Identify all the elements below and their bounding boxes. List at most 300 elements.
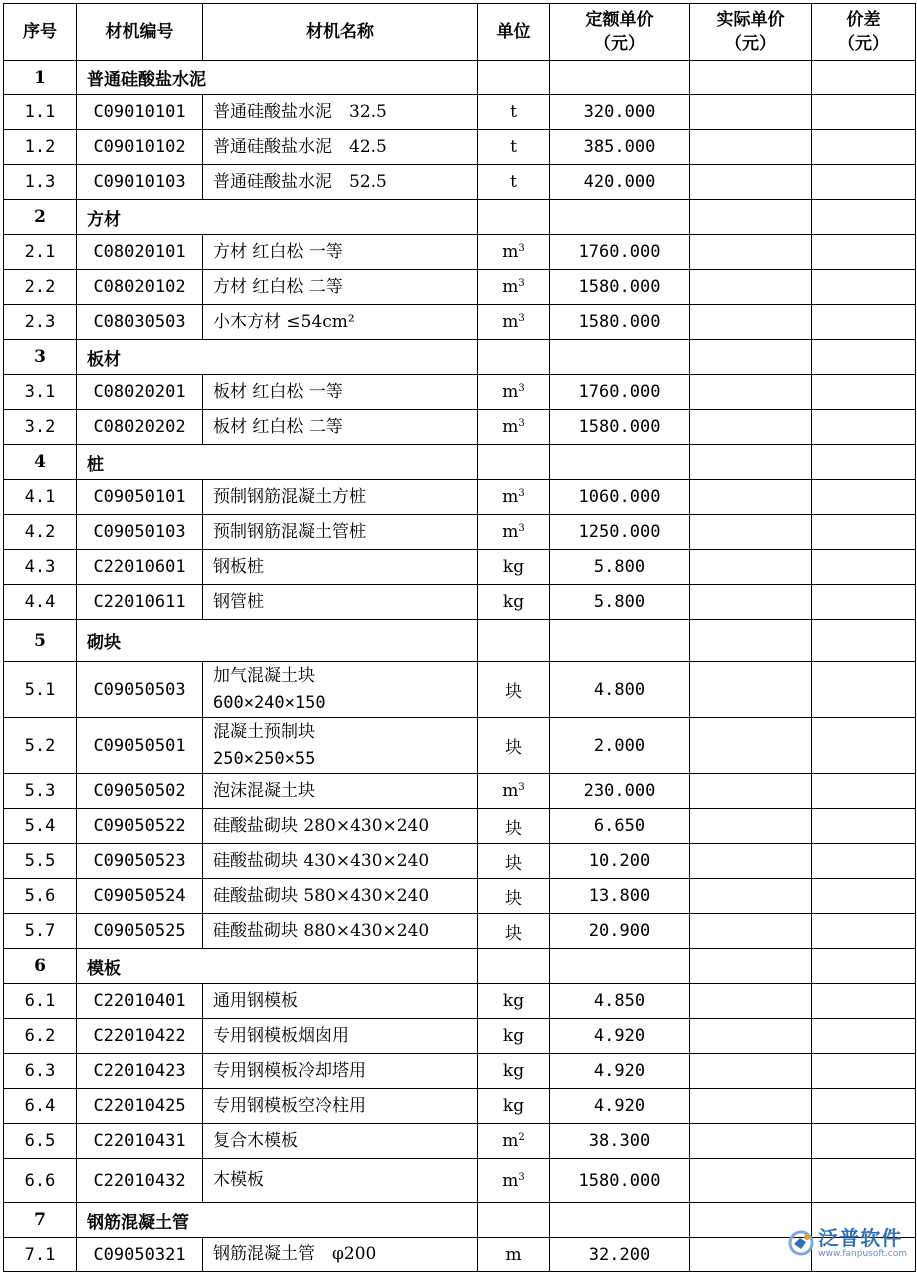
empty-cell (550, 340, 690, 375)
row-name (203, 235, 478, 270)
row-name (203, 1238, 478, 1272)
row-quota-price: 1760.000 (550, 235, 690, 270)
row-actual-price (690, 305, 812, 340)
row-code: C09050103 (77, 515, 203, 550)
row-seq: 2.3 (4, 305, 77, 340)
watermark-url: www.fanpusoft.com (818, 1249, 907, 1259)
row-unit-exponent: 2 (518, 1132, 525, 1143)
row-actual-price (690, 879, 812, 914)
row-price-diff (812, 130, 916, 165)
row-name-text: 预制钢筋混凝土方桩 (213, 486, 366, 507)
row-code: C09050522 (77, 809, 203, 844)
row-unit-text: 块 (505, 923, 522, 944)
row-name (203, 585, 478, 620)
row-seq: 1.1 (4, 95, 77, 130)
table-row (4, 480, 916, 515)
header-unit: 单位 (478, 4, 550, 61)
empty-cell (550, 620, 690, 662)
row-price-diff (812, 879, 916, 914)
row-actual-price (690, 914, 812, 949)
row-price-diff (812, 718, 916, 774)
row-quota-price: 1580.000 (550, 270, 690, 305)
row-seq: 2.1 (4, 235, 77, 270)
group-row (4, 1203, 916, 1238)
row-unit-text: t (510, 172, 517, 192)
row-quota-price: 230.000 (550, 774, 690, 809)
row-unit-text: t (510, 102, 517, 122)
table-row (4, 130, 916, 165)
row-unit (478, 662, 550, 718)
row-code: C08020201 (77, 375, 203, 410)
header-code: 材机编号 (77, 4, 203, 61)
row-seq: 5.6 (4, 879, 77, 914)
watermark-text (818, 1227, 907, 1259)
table-row (4, 662, 916, 718)
header-actual-price-l2: （元） (725, 34, 776, 54)
row-quota-price: 4.920 (550, 1054, 690, 1089)
group-number: 2 (4, 200, 77, 235)
row-name-text: 专用钢模板烟囱用 (213, 1025, 349, 1046)
row-price-diff (812, 270, 916, 305)
table-row (4, 305, 916, 340)
row-actual-price (690, 1159, 812, 1203)
row-name (203, 1159, 478, 1203)
row-actual-price (690, 480, 812, 515)
row-name-text: 专用钢模板冷却塔用 (213, 1060, 366, 1081)
row-seq: 4.2 (4, 515, 77, 550)
row-unit-text: m (502, 1170, 519, 1191)
row-name (203, 718, 478, 774)
group-number: 3 (4, 340, 77, 375)
row-code: C09050523 (77, 844, 203, 879)
row-actual-price (690, 270, 812, 305)
row-unit-text: m (502, 781, 519, 801)
row-unit (478, 305, 550, 340)
empty-cell (550, 200, 690, 235)
row-price-diff (812, 662, 916, 718)
row-name (203, 774, 478, 809)
row-name-text: 泡沫混凝土块 (213, 780, 315, 801)
empty-cell (478, 1203, 550, 1238)
row-unit-exponent: 3 (518, 523, 525, 534)
row-code: C22010611 (77, 585, 203, 620)
row-name (203, 515, 478, 550)
table-row (4, 1124, 916, 1159)
row-price-diff (812, 1054, 916, 1089)
row-unit-text: 块 (505, 888, 522, 909)
empty-cell (550, 61, 690, 95)
row-code: C22010422 (77, 1019, 203, 1054)
row-quota-price: 13.800 (550, 879, 690, 914)
row-actual-price (690, 1089, 812, 1124)
row-unit-exponent: 3 (518, 488, 525, 499)
row-unit-text: 块 (505, 738, 522, 758)
row-seq: 7.1 (4, 1238, 77, 1272)
row-name (203, 879, 478, 914)
empty-cell (550, 445, 690, 480)
row-quota-price: 5.800 (550, 550, 690, 585)
empty-cell (478, 340, 550, 375)
row-unit-text: m (502, 487, 519, 507)
row-price-diff (812, 984, 916, 1019)
row-unit-text: m (502, 382, 519, 402)
table-row (4, 165, 916, 200)
row-seq: 5.2 (4, 718, 77, 774)
row-name-text: 方材 红白松 一等 (213, 241, 343, 262)
table-body (4, 61, 916, 1272)
row-unit (478, 774, 550, 809)
header-actual-price (690, 4, 812, 61)
empty-cell (478, 200, 550, 235)
row-unit (478, 235, 550, 270)
header-quota-price (550, 4, 690, 61)
table-header-row (4, 4, 916, 61)
row-price-diff (812, 375, 916, 410)
row-name (203, 1054, 478, 1089)
group-name: 板材 (77, 340, 478, 375)
table-row (4, 270, 916, 305)
row-unit-text: m (505, 1244, 522, 1265)
row-quota-price: 1580.000 (550, 410, 690, 445)
empty-cell (690, 200, 812, 235)
group-number: 1 (4, 61, 77, 95)
table-row (4, 809, 916, 844)
row-actual-price (690, 1124, 812, 1159)
row-quota-price: 10.200 (550, 844, 690, 879)
row-unit (478, 585, 550, 620)
row-quota-price: 1250.000 (550, 515, 690, 550)
row-actual-price (690, 165, 812, 200)
row-name-text: 复合木模板 (213, 1130, 298, 1151)
row-seq: 6.1 (4, 984, 77, 1019)
group-row (4, 620, 916, 662)
row-quota-price: 5.800 (550, 585, 690, 620)
row-actual-price (690, 774, 812, 809)
row-unit (478, 718, 550, 774)
row-actual-price (690, 375, 812, 410)
table-row (4, 550, 916, 585)
row-unit-text: m (502, 312, 519, 332)
table-row (4, 1019, 916, 1054)
row-name-text: 小木方材 ≤54cm² (213, 311, 355, 332)
table-row (4, 1089, 916, 1124)
row-unit (478, 550, 550, 585)
row-seq: 6.5 (4, 1124, 77, 1159)
row-quota-price: 4.920 (550, 1089, 690, 1124)
row-actual-price (690, 550, 812, 585)
row-code: C09050503 (77, 662, 203, 718)
row-price-diff (812, 305, 916, 340)
row-quota-price: 1580.000 (550, 1159, 690, 1203)
row-name (203, 914, 478, 949)
row-code: C09050321 (77, 1238, 203, 1272)
row-price-diff (812, 914, 916, 949)
group-number: 7 (4, 1203, 77, 1238)
row-name-text: 普通硅酸盐水泥 52.5 (213, 171, 387, 192)
row-name (203, 844, 478, 879)
group-name: 方材 (77, 200, 478, 235)
row-unit-text: m (502, 522, 519, 542)
table-row (4, 1238, 916, 1272)
row-seq: 3.1 (4, 375, 77, 410)
empty-cell (550, 1203, 690, 1238)
row-seq: 6.6 (4, 1159, 77, 1203)
table-row (4, 515, 916, 550)
row-price-diff (812, 1019, 916, 1054)
row-name (203, 270, 478, 305)
group-name: 模板 (77, 949, 478, 984)
row-actual-price (690, 130, 812, 165)
row-price-diff (812, 844, 916, 879)
row-unit-text: m (502, 242, 519, 262)
row-seq: 5.3 (4, 774, 77, 809)
row-name-text: 硅酸盐砌块 880×430×240 (213, 920, 430, 941)
row-unit-exponent: 3 (518, 418, 525, 429)
table-row (4, 235, 916, 270)
row-name (203, 410, 478, 445)
header-quota-price-l1: 定额单价 (585, 10, 654, 30)
material-price-table (3, 3, 916, 1272)
row-unit (478, 809, 550, 844)
row-unit-text: 块 (505, 853, 522, 874)
row-name-text: 钢板桩 (213, 556, 264, 577)
row-unit-exponent: 3 (518, 383, 525, 394)
row-code: C08020102 (77, 270, 203, 305)
row-actual-price (690, 410, 812, 445)
row-name (203, 305, 478, 340)
row-name-text: 板材 红白松 一等 (213, 381, 343, 402)
table-row (4, 585, 916, 620)
row-unit (478, 515, 550, 550)
row-quota-price: 2.000 (550, 718, 690, 774)
row-name (203, 1124, 478, 1159)
row-name (203, 809, 478, 844)
empty-cell (812, 61, 916, 95)
row-unit (478, 95, 550, 130)
row-quota-price: 320.000 (550, 95, 690, 130)
group-name: 砌块 (77, 620, 478, 662)
row-price-diff (812, 95, 916, 130)
row-unit (478, 1019, 550, 1054)
row-seq: 4.1 (4, 480, 77, 515)
table-row (4, 95, 916, 130)
group-name: 钢筋混凝土管 (77, 1203, 478, 1238)
row-quota-price: 4.850 (550, 984, 690, 1019)
row-seq: 4.4 (4, 585, 77, 620)
row-quota-price: 1760.000 (550, 375, 690, 410)
row-name (203, 984, 478, 1019)
row-price-diff (812, 235, 916, 270)
fanpu-logo-icon (788, 1230, 814, 1256)
row-actual-price (690, 1019, 812, 1054)
row-code: C09050525 (77, 914, 203, 949)
row-seq: 6.4 (4, 1089, 77, 1124)
group-name: 普通硅酸盐水泥 (77, 61, 478, 95)
header-price-diff (812, 4, 916, 61)
header-actual-price-l1: 实际单价 (716, 10, 785, 30)
row-actual-price (690, 718, 812, 774)
row-unit (478, 270, 550, 305)
group-number: 5 (4, 620, 77, 662)
group-number: 4 (4, 445, 77, 480)
row-quota-price: 38.300 (550, 1124, 690, 1159)
row-price-diff (812, 585, 916, 620)
row-name-text: 通用钢模板 (213, 990, 298, 1011)
row-price-diff (812, 480, 916, 515)
row-name-text: 方材 红白松 二等 (213, 276, 343, 297)
row-code: C09050501 (77, 718, 203, 774)
row-unit-text: kg (502, 1096, 525, 1116)
empty-cell (812, 340, 916, 375)
empty-cell (690, 949, 812, 984)
row-unit (478, 1159, 550, 1203)
row-unit-exponent: 3 (518, 782, 525, 793)
row-unit-exponent: 3 (518, 313, 525, 324)
row-name-text: 普通硅酸盐水泥 32.5 (213, 101, 387, 122)
row-price-diff (812, 1124, 916, 1159)
row-quota-price: 385.000 (550, 130, 690, 165)
row-code: C08020202 (77, 410, 203, 445)
row-actual-price (690, 809, 812, 844)
row-code: C09050101 (77, 480, 203, 515)
row-quota-price: 20.900 (550, 914, 690, 949)
row-unit (478, 1054, 550, 1089)
row-unit-exponent: 3 (518, 243, 525, 254)
empty-cell (812, 200, 916, 235)
row-unit (478, 1089, 550, 1124)
row-actual-price (690, 844, 812, 879)
empty-cell (690, 61, 812, 95)
row-name-text: 硅酸盐砌块 430×430×240 (213, 850, 430, 871)
row-unit (478, 410, 550, 445)
header-price-diff-l1: 价差 (846, 10, 881, 30)
header-seq: 序号 (4, 4, 77, 61)
empty-cell (478, 949, 550, 984)
watermark (788, 1227, 907, 1259)
empty-cell (812, 445, 916, 480)
row-code: C09050502 (77, 774, 203, 809)
empty-cell (478, 61, 550, 95)
row-actual-price (690, 984, 812, 1019)
row-quota-price: 6.650 (550, 809, 690, 844)
row-unit-text: kg (502, 1026, 525, 1046)
row-code: C09010103 (77, 165, 203, 200)
empty-cell (812, 949, 916, 984)
row-unit-text: kg (502, 1061, 525, 1081)
row-seq: 1.3 (4, 165, 77, 200)
header-price-diff-l2: （元） (838, 34, 889, 54)
row-price-diff (812, 809, 916, 844)
row-code: C22010431 (77, 1124, 203, 1159)
row-seq: 4.3 (4, 550, 77, 585)
row-name-text: 硅酸盐砌块 280×430×240 (213, 815, 430, 836)
row-name (203, 480, 478, 515)
row-name-text: 硅酸盐砌块 580×430×240 (213, 885, 430, 906)
row-seq: 6.3 (4, 1054, 77, 1089)
row-name (203, 662, 478, 718)
group-row (4, 445, 916, 480)
row-unit (478, 375, 550, 410)
table-row (4, 1159, 916, 1203)
empty-cell (550, 949, 690, 984)
row-seq: 3.2 (4, 410, 77, 445)
row-code: C09010101 (77, 95, 203, 130)
row-code: C22010401 (77, 984, 203, 1019)
table-row (4, 718, 916, 774)
row-unit (478, 1238, 550, 1272)
row-code: C22010425 (77, 1089, 203, 1124)
row-code: C09010102 (77, 130, 203, 165)
row-quota-price: 4.920 (550, 1019, 690, 1054)
row-unit-text: 块 (505, 682, 522, 702)
row-name-spec: 250×250×55 (213, 748, 316, 769)
empty-cell (690, 620, 812, 662)
row-name-text: 钢筋混凝土管 φ200 (213, 1244, 377, 1264)
row-name-text: 木模板 (213, 1170, 264, 1190)
row-code: C08020101 (77, 235, 203, 270)
row-unit (478, 1124, 550, 1159)
group-row (4, 949, 916, 984)
row-actual-price (690, 662, 812, 718)
row-name-text: 预制钢筋混凝土管桩 (213, 521, 366, 542)
row-price-diff (812, 1089, 916, 1124)
row-unit-text: kg (502, 557, 525, 577)
empty-cell (690, 445, 812, 480)
row-actual-price (690, 95, 812, 130)
table-row (4, 879, 916, 914)
group-row (4, 200, 916, 235)
row-actual-price (690, 585, 812, 620)
row-unit (478, 879, 550, 914)
row-name (203, 1019, 478, 1054)
row-actual-price (690, 1054, 812, 1089)
row-seq: 5.4 (4, 809, 77, 844)
row-unit-text: m (502, 277, 519, 297)
table-row (4, 914, 916, 949)
row-seq: 5.1 (4, 662, 77, 718)
empty-cell (812, 620, 916, 662)
watermark-brand: 泛普软件 (818, 1226, 903, 1250)
row-unit (478, 914, 550, 949)
row-unit-text: kg (502, 592, 525, 612)
row-price-diff (812, 410, 916, 445)
row-quota-price: 4.800 (550, 662, 690, 718)
row-unit-text: m (502, 417, 519, 437)
row-code: C08030503 (77, 305, 203, 340)
row-name-text: 专用钢模板空冷柱用 (213, 1095, 366, 1116)
empty-cell (478, 620, 550, 662)
row-name (203, 375, 478, 410)
row-code: C09050524 (77, 879, 203, 914)
row-code: C22010423 (77, 1054, 203, 1089)
row-quota-price: 420.000 (550, 165, 690, 200)
table-row (4, 1054, 916, 1089)
row-unit (478, 984, 550, 1019)
table-row (4, 844, 916, 879)
row-name-text: 钢管桩 (213, 591, 264, 612)
row-seq: 2.2 (4, 270, 77, 305)
table-row (4, 774, 916, 809)
empty-cell (690, 340, 812, 375)
row-name-text: 加气混凝土块 (213, 665, 315, 686)
row-seq: 1.2 (4, 130, 77, 165)
row-unit-exponent: 3 (518, 1171, 525, 1183)
row-unit-text: 块 (505, 818, 522, 839)
empty-cell (478, 445, 550, 480)
row-seq: 5.5 (4, 844, 77, 879)
row-name-text: 混凝土预制块 (213, 721, 315, 742)
row-name-text: 普通硅酸盐水泥 42.5 (213, 136, 387, 157)
